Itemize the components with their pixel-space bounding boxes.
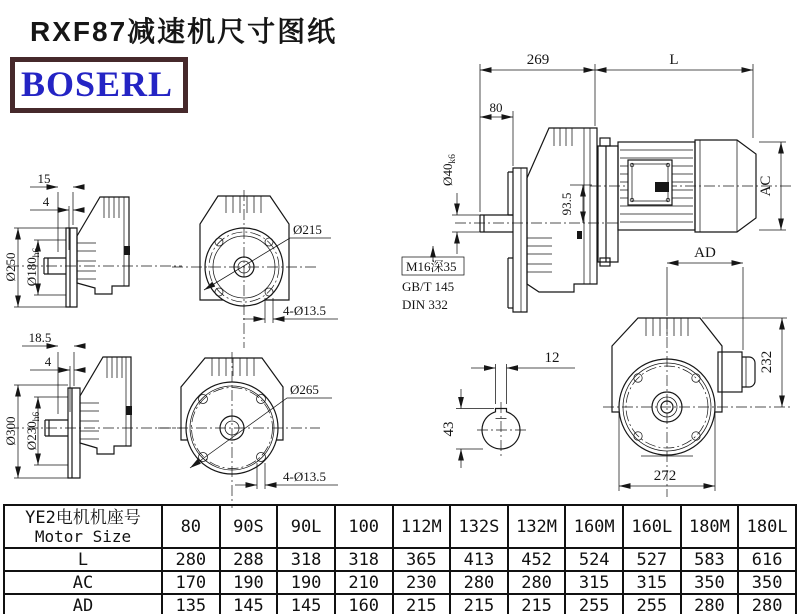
motor-table-body bbox=[4, 505, 796, 614]
table-row bbox=[4, 594, 796, 614]
view-flange-front-top bbox=[172, 190, 338, 348]
cooling-ribs bbox=[212, 358, 254, 376]
terminal-box-cap bbox=[742, 357, 755, 387]
dimension-value: 135 bbox=[162, 594, 220, 614]
brand-logo-text: BOSERL bbox=[21, 64, 174, 104]
dimension-value: 318 bbox=[335, 548, 393, 571]
standard-din: DIN 332 bbox=[402, 297, 448, 312]
dimension-value: 288 bbox=[220, 548, 278, 571]
dimension-value: 280 bbox=[738, 594, 796, 614]
dimension-value: 365 bbox=[393, 548, 451, 571]
column-header: 132M bbox=[508, 505, 566, 548]
view-flange-side-bottom-left bbox=[3, 330, 182, 478]
motor-size-table bbox=[3, 504, 797, 614]
dimension-value: 280 bbox=[450, 571, 508, 594]
column-header: 90S bbox=[220, 505, 278, 548]
dim-label: 12 bbox=[544, 350, 560, 366]
dimension-value: 145 bbox=[277, 594, 335, 614]
dimension-value: 255 bbox=[623, 594, 681, 614]
dimension-value: 190 bbox=[277, 571, 335, 594]
dimension-value: 170 bbox=[162, 571, 220, 594]
dimension-value: 280 bbox=[681, 594, 739, 614]
motor-adapter bbox=[598, 146, 618, 262]
dimension-value: 215 bbox=[508, 594, 566, 614]
dim-label: $Ø40_{k6}$ bbox=[440, 154, 458, 186]
column-header: 132S bbox=[450, 505, 508, 548]
page-title: RXF87减速机尺寸图纸 bbox=[30, 16, 338, 47]
tap-note: M16深35 bbox=[406, 259, 457, 274]
dimension-value: 318 bbox=[277, 548, 335, 571]
dimension-value: 215 bbox=[393, 594, 451, 614]
dimension-value: 527 bbox=[623, 548, 681, 571]
dim-label: AC bbox=[758, 175, 774, 197]
dim-label: Ø265 bbox=[290, 382, 319, 397]
column-header: 180L bbox=[738, 505, 796, 548]
view-gearmotor-side bbox=[402, 52, 792, 350]
dimension-value: 280 bbox=[162, 548, 220, 571]
dim-label: 4-Ø13.5 bbox=[283, 303, 326, 318]
dimension-value: 160 bbox=[335, 594, 393, 614]
gear-housing bbox=[80, 357, 131, 454]
dim-label: 4 bbox=[44, 354, 52, 369]
dimension-value: 413 bbox=[450, 548, 508, 571]
dim-label: 18.5 bbox=[28, 330, 52, 345]
dim-label: 4 bbox=[42, 194, 50, 209]
view-gearmotor-front bbox=[603, 318, 790, 497]
table-row bbox=[4, 548, 796, 571]
cooling-ribs bbox=[554, 128, 572, 146]
dimension-value: 210 bbox=[335, 571, 393, 594]
dimension-value: 230 bbox=[393, 571, 451, 594]
dimension-value: 616 bbox=[738, 548, 796, 571]
dimension-value: 350 bbox=[681, 571, 739, 594]
dim-label: 269 bbox=[526, 52, 550, 68]
dim-label: L bbox=[669, 52, 679, 68]
dimension-value: 583 bbox=[681, 548, 739, 571]
dim-label: Ø250 bbox=[3, 252, 18, 282]
flange-plate bbox=[513, 168, 527, 312]
standard-gb: GB/T 145 bbox=[402, 279, 455, 294]
dimension-value: 524 bbox=[565, 548, 623, 571]
output-shaft bbox=[480, 215, 513, 232]
dimension-value: 315 bbox=[565, 571, 623, 594]
dimension-value: 215 bbox=[450, 594, 508, 614]
dim-label: 15 bbox=[37, 171, 51, 186]
dim-label: $Ø230_{h6}$ bbox=[24, 411, 42, 451]
view-flange-side-top-left bbox=[3, 171, 182, 307]
dim-label: 80 bbox=[489, 100, 503, 115]
view-flange-front-bottom bbox=[158, 352, 338, 508]
row-label: L bbox=[4, 548, 162, 571]
dim-label: 43 bbox=[441, 421, 457, 437]
column-header: 160L bbox=[623, 505, 681, 548]
row-label: AC bbox=[4, 571, 162, 594]
dimension-value: 190 bbox=[220, 571, 278, 594]
header-cn: YE2电机机座号 bbox=[25, 507, 141, 528]
flange-tabs bbox=[508, 172, 513, 308]
column-header: 100 bbox=[335, 505, 393, 548]
motor-shaft-key bbox=[655, 182, 669, 192]
cooling-ribs bbox=[107, 357, 122, 378]
column-header: 180M bbox=[681, 505, 739, 548]
header-en: Motor Size bbox=[34, 526, 132, 546]
cooling-ribs bbox=[226, 196, 261, 213]
motor-size-header bbox=[4, 505, 162, 548]
column-header: 80 bbox=[162, 505, 220, 548]
dim-label: 272 bbox=[653, 468, 677, 484]
column-header: 112M bbox=[393, 505, 451, 548]
oil-plug bbox=[124, 246, 130, 255]
table-row bbox=[4, 571, 796, 594]
dim-label: 232 bbox=[759, 350, 775, 374]
oil-plug bbox=[577, 231, 582, 239]
oil-plug bbox=[126, 406, 132, 415]
dim-label: Ø300 bbox=[3, 416, 18, 446]
dimension-value: 255 bbox=[565, 594, 623, 614]
dimension-value: 452 bbox=[508, 548, 566, 571]
dim-label: $Ø180_{h6}$ bbox=[24, 247, 42, 287]
dim-label: AD bbox=[694, 245, 716, 261]
view-shaft-section bbox=[441, 350, 575, 468]
table-header-row bbox=[4, 505, 796, 548]
dimension-value: 280 bbox=[508, 571, 566, 594]
flange-plate bbox=[66, 228, 77, 307]
dimension-value: 145 bbox=[220, 594, 278, 614]
row-label: AD bbox=[4, 594, 162, 614]
adapter-bolt bbox=[600, 138, 610, 146]
dimension-value: 350 bbox=[738, 571, 796, 594]
cooling-ribs bbox=[104, 197, 119, 218]
dim-label: 4-Ø13.5 bbox=[283, 469, 326, 484]
column-header: 160M bbox=[565, 505, 623, 548]
dim-label: Ø215 bbox=[293, 222, 322, 237]
column-header: 90L bbox=[277, 505, 335, 548]
dimension-value: 315 bbox=[623, 571, 681, 594]
dim-label: 93.5 bbox=[559, 192, 574, 216]
gear-housing bbox=[77, 197, 129, 294]
